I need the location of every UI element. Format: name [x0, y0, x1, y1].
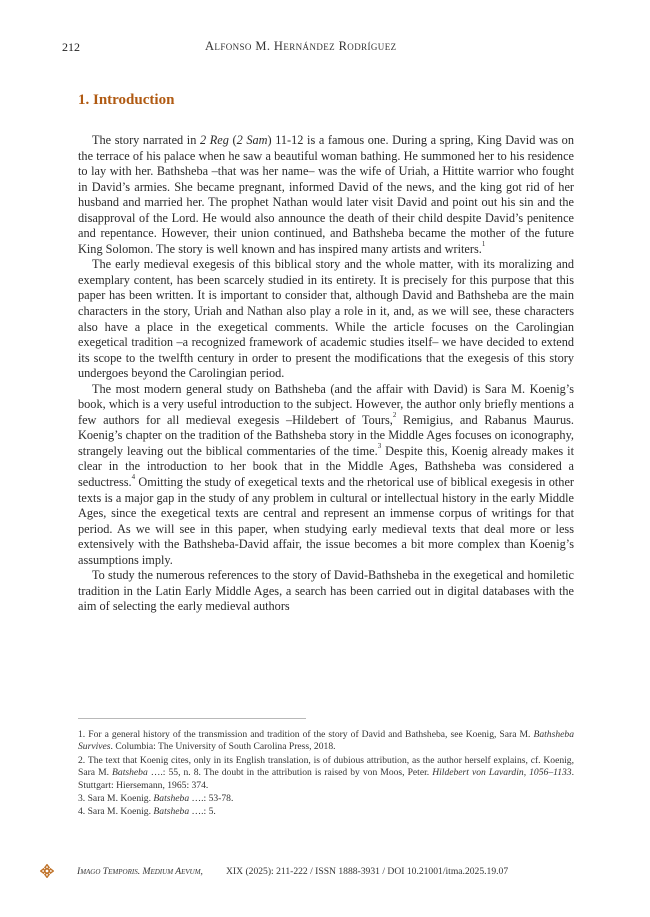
text-run: To study the numerous references to the story of David-Bathsheba in the exegetical and homiletic tradition in the Latin Early Middle Ages, a search has been carried out in digital databases with the aim of selecting the early medieval authors — [78, 568, 574, 614]
journal-citation: XIX (2025): 211-222 / ISSN 1888-3931 / DOI 10.21001/itma.2025.19.07 — [226, 866, 509, 877]
italic-text: Bathsheba Survives — [78, 729, 574, 753]
text-run: Despite this, Koenig already makes it clear in the introduction to her book that in the Middle Ages, Bathsheba was considered a seductress. — [78, 443, 574, 490]
celtic-knot-icon — [40, 864, 54, 878]
footnote-ref: 4 — [131, 473, 136, 482]
italic-text: Batsheba — [153, 806, 190, 818]
footnote-4 — [78, 806, 574, 818]
paragraph-1 — [78, 133, 574, 257]
footnote-3 — [78, 793, 574, 805]
page-number: 212 — [62, 40, 80, 54]
text-run: ….: 53-78. — [189, 793, 234, 805]
text-run: 4. Sara M. Koenig. — [78, 806, 154, 818]
footnotes — [78, 729, 574, 820]
text-run: 2. The text that Koenig cites, only in its English translation, is of dubious attribution, as the author herself explains, cf. Koenig, Sara M. — [78, 754, 574, 779]
text-run: Omitting the study of exegetical texts and the rhetorical use of biblical exegesis in other texts is a major gap in the study of any problem in cultural or intellectual history in the early Middle Ages, since the exegetical texts are central and represent an immense corpus of writings for that period. As we will see in this paper, when studying early medieval texts that deal more or less extensively with the Bathsheba-David affair, the issue becomes a bit more complex than Koenig’s assumptions imply. — [78, 475, 574, 567]
paragraph-2 — [78, 257, 574, 381]
footnote-ref: 2 — [392, 410, 397, 419]
text-run: ( — [228, 133, 237, 147]
body-text — [78, 133, 574, 615]
italic-text: Hildebert von Lavardin, 1056–1133 — [432, 767, 572, 779]
text-run: Remigius, and Rabanus Maurus. Koenig’s chapter on the tradition of the Bathsheba story in the Middle Ages focuses on iconography, strangely leaving out the biblical commentaries of the time. — [78, 412, 574, 458]
italic-text: Batsheba — [153, 793, 190, 805]
footnote-1 — [78, 729, 574, 754]
section-heading: 1. Introduction — [78, 92, 175, 108]
text-run: . Stuttgart: Hiersemann, 1965: 374. — [78, 767, 574, 791]
footnote-2 — [78, 755, 574, 792]
text-run: The early medieval exegesis of this biblical story and the whole matter, with its moralizing and exemplary content, has been scarcely studied in its entirety. It is precisely for this purpose that this paper has been written. It is important to consider that, although David and Bathsheba are the main characters in the story, Uriah and Nathan also play a role in it, and, as we will see, these characters also have a place in the exegetical comments. While the article focuses on the Carolingian exegetical tradition –a recognized framework of academic studies itself– we have decided to extend its scope to the twelfth century in order to present the modifications that the exegesis of this story undergoes beyond the Carolingian period. — [78, 257, 574, 381]
footnote-divider — [78, 718, 306, 719]
footnote-ref: 1 — [481, 239, 486, 248]
page-footer — [40, 864, 600, 884]
italic-text: 2 Reg — [199, 133, 229, 147]
italic-text: Batsheba — [112, 767, 148, 779]
text-run: 1. For a general history of the transmission and tradition of the story of David and Bathsheba, see Koenig, Sara M. — [78, 729, 534, 740]
text-run: 3. Sara M. Koenig. — [78, 793, 154, 805]
text-run: ….: 5. — [189, 806, 216, 818]
text-run: The most modern general study on Bathsheba (and the affair with David) is Sara M. Koenig’s book, which is a very useful introduction to the subject. However, the author only briefly mentions a few authors for all medieval exegesis –Hildebert of Tours, — [78, 381, 574, 427]
text-run: ) 11-12 is a famous one. During a spring, King David was on the terrace of his palace when he saw a beautiful woman bathing. He summoned her to his residence to lay with her. Bathsheba –that was her name– was the wife of Uriah, a Hittite warrior who fought in David’s armies. She became pregnant, informed David of the news, and the king got rid of her husband and married her. The prophet Nathan would later visit David and point out his sin and the disapproval of the Lord. He would also announce the death of their child despite David’s penitence and repentance. However, their union continued, and Bathsheba became the mother of the future King Solomon. The story is well known and has inspired many artists and writers. — [78, 133, 574, 256]
journal-name: Imago Temporis. Medium Aevum, — [77, 866, 203, 877]
paragraph-3 — [78, 382, 574, 569]
paragraph-4 — [78, 568, 574, 615]
running-head: Alfonso M. Hernández Rodríguez — [205, 39, 397, 53]
text-run: ….: 55, n. 8. The doubt in the attribution is raised by von Moos, Peter. — [147, 767, 433, 779]
text-run: The story narrated in — [92, 133, 200, 147]
italic-text: 2 Sam — [236, 133, 268, 147]
footnote-ref: 3 — [377, 441, 382, 450]
text-run: . Columbia: The University of South Carolina Press, 2018. — [110, 741, 336, 753]
